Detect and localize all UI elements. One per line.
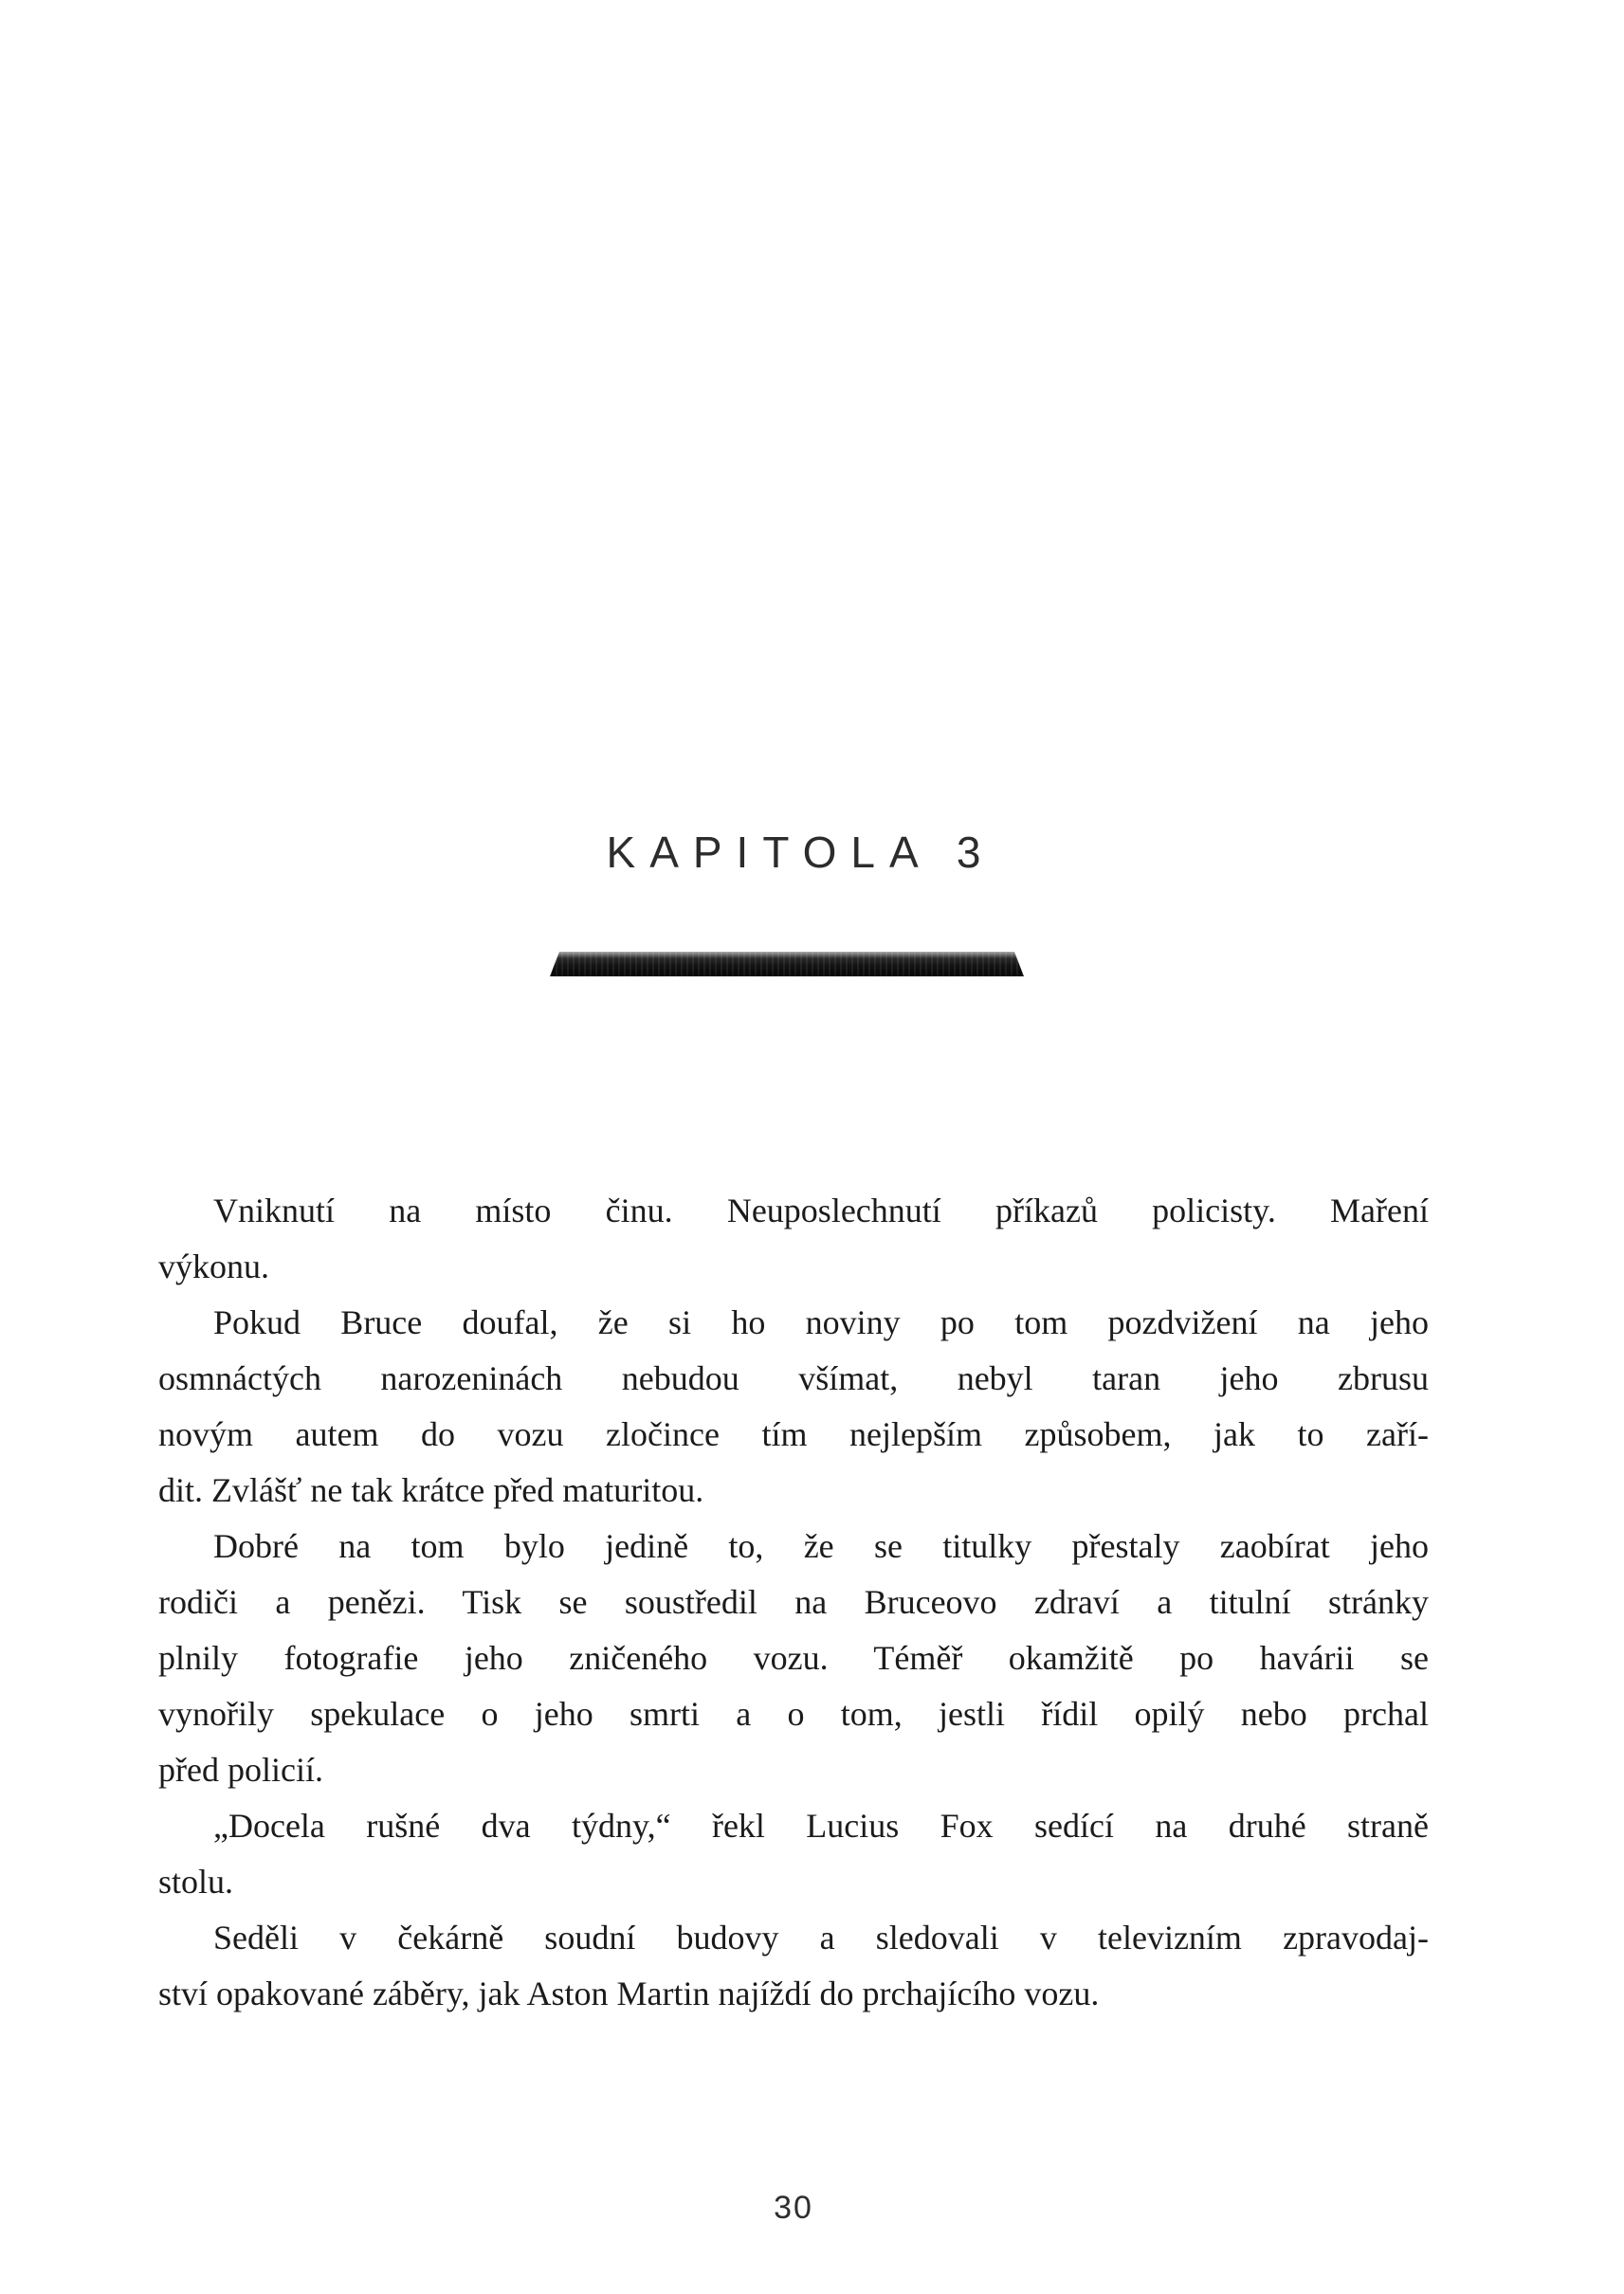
text-line: ství opakované záběry, jak Aston Martin najíždí do prchajícího vozu. xyxy=(158,1975,1100,2012)
text-line: novým autem do vozu zločince tím nejlepším způsobem, jak to zaří- xyxy=(158,1415,1429,1453)
text-line: plnily fotografie jeho zničeného vozu. Téměř okamžitě po havárii se xyxy=(158,1639,1429,1677)
text-line: vynořily spekulace o jeho smrti a o tom, jestli řídil opilý nebo prchal xyxy=(158,1695,1429,1733)
text-line: Vniknutí na místo činu. Neuposlechnutí příkazů policisty. Maření xyxy=(213,1192,1429,1229)
chapter-divider-bar xyxy=(550,952,1024,976)
paragraph xyxy=(158,1910,1429,2022)
text-line: Dobré na tom bylo jedině to, že se titulky přestaly zaobírat jeho xyxy=(213,1527,1429,1565)
paragraph xyxy=(158,1295,1429,1519)
paragraph xyxy=(158,1183,1429,1295)
text-line: stolu. xyxy=(158,1863,234,1901)
text-line: rodiči a penězi. Tisk se soustředil na Bruceovo zdraví a titulní stránky xyxy=(158,1583,1429,1621)
paragraph xyxy=(158,1519,1429,1798)
text-line: „Docela rušné dva týdny,“ řekl Lucius Fox sedící na druhé straně xyxy=(213,1807,1429,1845)
text-line: dit. Zvlášť ne tak krátce před maturitou. xyxy=(158,1471,704,1509)
text-line: osmnáctých narozeninách nebudou všímat, nebyl taran jeho zbrusu xyxy=(158,1359,1429,1397)
text-line: před policií. xyxy=(158,1751,323,1789)
text-line: výkonu. xyxy=(158,1247,269,1285)
chapter-title: KAPITOLA 3 xyxy=(606,828,995,877)
page-number: 30 xyxy=(774,2190,813,2226)
body-text xyxy=(158,1183,1429,2022)
paragraph xyxy=(158,1798,1429,1910)
text-line: Seděli v čekárně soudní budovy a sledovali v televizním zpravodaj- xyxy=(213,1919,1429,1957)
text-line: Pokud Bruce doufal, že si ho noviny po tom pozdvižení na jeho xyxy=(213,1303,1429,1341)
